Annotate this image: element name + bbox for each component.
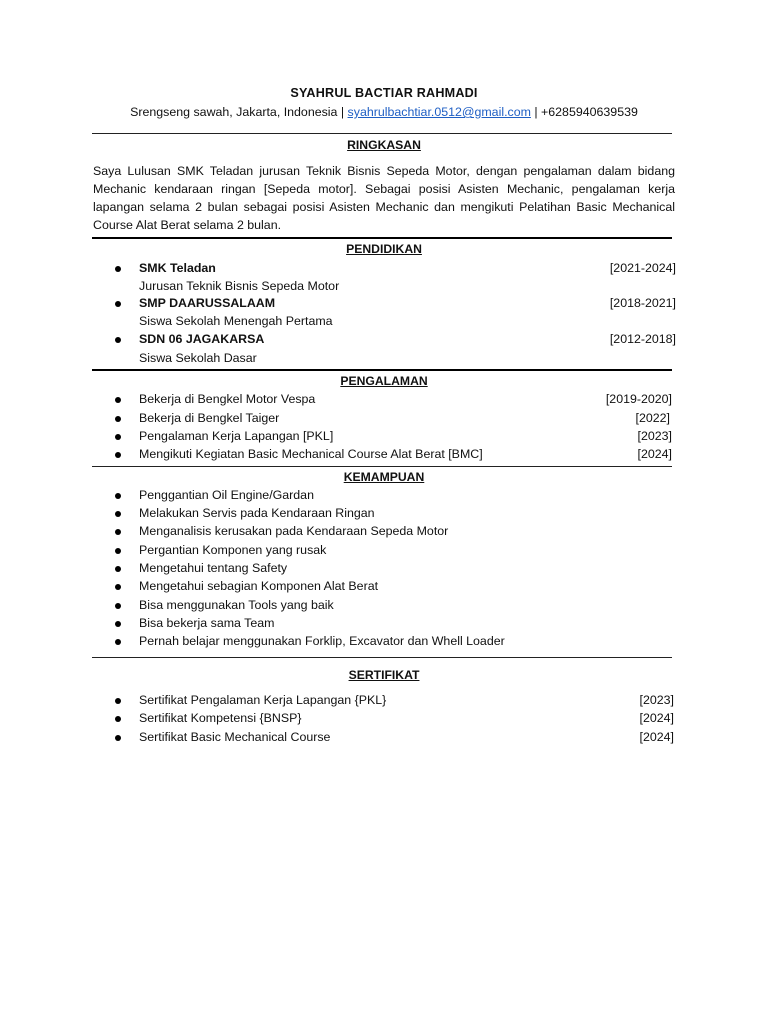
skill-text: Pergantian Komponen yang rusak xyxy=(139,543,327,557)
education-years: [2021-2024] xyxy=(609,261,676,275)
education-detail: Siswa Sekolah Menengah Pertama xyxy=(139,314,333,328)
summary-text: Saya Lulusan SMK Teladan jurusan Teknik Bisnis Sepeda Motor, dengan pengalaman dalam bidang Mechanic kendaraan ringan [Sepeda motor]. Sebagai posisi Asisten Mechanic, pengalaman kerja lapangan selama 2 bulan sebagai posisi Asisten Mechanic dan mengikuti Pelatihan Basic Mechanical Course Alat Berat selama 2 bulan. xyxy=(93,164,675,232)
skill-item xyxy=(92,561,676,579)
education-detail: Siswa Sekolah Dasar xyxy=(139,351,257,365)
experience-item xyxy=(92,392,676,410)
divider xyxy=(92,369,672,371)
education-school: SMP DAARUSSALAAM xyxy=(139,296,276,310)
certificate-years: [2024] xyxy=(639,711,674,725)
bullet-icon xyxy=(115,698,121,704)
bullet-icon xyxy=(115,716,121,722)
experience-text: Bekerja di Bengkel Taiger xyxy=(139,411,280,425)
education-school: SMK Teladan xyxy=(139,261,216,275)
education-detail: Jurusan Teknik Bisnis Sepeda Motor xyxy=(139,279,340,293)
bullet-icon xyxy=(115,416,121,422)
education-item xyxy=(92,332,676,350)
skill-text: Melakukan Servis pada Kendaraan Ringan xyxy=(139,506,375,520)
section-title-skills: KEMAMPUAN xyxy=(343,470,425,484)
divider xyxy=(92,133,672,134)
certificate-text: Sertifikat Kompetensi {BNSP} xyxy=(139,711,302,725)
skill-text: Pernah belajar menggunakan Forklip, Excavator dan Whell Loader xyxy=(139,634,505,648)
experience-item xyxy=(92,429,676,447)
certificate-years: [2023] xyxy=(639,693,674,707)
contact-address: Srengseng sawah, Jakarta, Indonesia | xyxy=(130,105,348,119)
bullet-icon xyxy=(115,548,121,554)
certificate-text: Sertifikat Pengalaman Kerja Lapangan {PKL} xyxy=(139,693,387,707)
candidate-name: SYAHRUL BACTIAR RAHMADI xyxy=(290,86,478,100)
section-title-education: PENDIDIKAN xyxy=(346,242,422,256)
bullet-icon xyxy=(115,493,121,499)
skill-text: Mengetahui sebagian Komponen Alat Berat xyxy=(139,579,379,593)
certificate-item xyxy=(92,711,676,729)
experience-years: [2024] xyxy=(637,447,672,461)
experience-years: [2019-2020] xyxy=(605,392,672,406)
experience-years: [2023] xyxy=(637,429,672,443)
bullet-icon xyxy=(115,397,121,403)
experience-text: Mengikuti Kegiatan Basic Mechanical Course Alat Berat [BMC] xyxy=(139,447,483,461)
contact-line xyxy=(92,105,676,119)
bullet-icon xyxy=(115,621,121,627)
skill-item xyxy=(92,579,676,597)
divider xyxy=(92,657,672,658)
bullet-icon xyxy=(115,434,121,440)
experience-years: [2022] xyxy=(635,411,670,425)
experience-item xyxy=(92,411,676,429)
divider xyxy=(92,237,672,239)
certificate-item xyxy=(92,693,676,711)
section-title-experience: PENGALAMAN xyxy=(340,374,428,388)
bullet-icon xyxy=(115,301,121,307)
education-school: SDN 06 JAGAKARSA xyxy=(139,332,265,346)
skill-item xyxy=(92,543,676,561)
experience-text: Bekerja di Bengkel Motor Vespa xyxy=(139,392,316,406)
certificate-text: Sertifikat Basic Mechanical Course xyxy=(139,730,331,744)
skill-item xyxy=(92,616,676,634)
bullet-icon xyxy=(115,266,121,272)
section-title-summary: RINGKASAN xyxy=(347,138,421,152)
education-item xyxy=(92,296,676,314)
bullet-icon xyxy=(115,603,121,609)
skill-item xyxy=(92,524,676,542)
skill-text: Penggantian Oil Engine/Gardan xyxy=(139,488,314,502)
skill-text: Mengetahui tentang Safety xyxy=(139,561,288,575)
education-years: [2012-2018] xyxy=(609,332,676,346)
email-link[interactable]: syahrulbachtiar.0512@gmail.com xyxy=(347,105,531,119)
skill-text: Bisa bekerja sama Team xyxy=(139,616,275,630)
bullet-icon xyxy=(115,452,121,458)
bullet-icon xyxy=(115,639,121,645)
bullet-icon xyxy=(115,529,121,535)
bullet-icon xyxy=(115,735,121,741)
bullet-icon xyxy=(115,566,121,572)
skill-text: Menganalisis kerusakan pada Kendaraan Sepeda Motor xyxy=(139,524,449,538)
certificate-item xyxy=(92,730,676,748)
divider xyxy=(92,466,672,467)
skill-text: Bisa menggunakan Tools yang baik xyxy=(139,598,334,612)
bullet-icon xyxy=(115,337,121,343)
experience-item xyxy=(92,447,676,465)
bullet-icon xyxy=(115,584,121,590)
education-years: [2018-2021] xyxy=(609,296,676,310)
bullet-icon xyxy=(115,511,121,517)
education-item xyxy=(92,261,676,279)
contact-phone: | +6285940639539 xyxy=(530,105,638,119)
skill-item xyxy=(92,598,676,616)
skill-item xyxy=(92,506,676,524)
skill-item xyxy=(92,634,676,652)
experience-text: Pengalaman Kerja Lapangan [PKL] xyxy=(139,429,334,443)
section-title-certificates: SERTIFIKAT xyxy=(348,668,420,682)
certificate-years: [2024] xyxy=(639,730,674,744)
skill-item xyxy=(92,488,676,506)
